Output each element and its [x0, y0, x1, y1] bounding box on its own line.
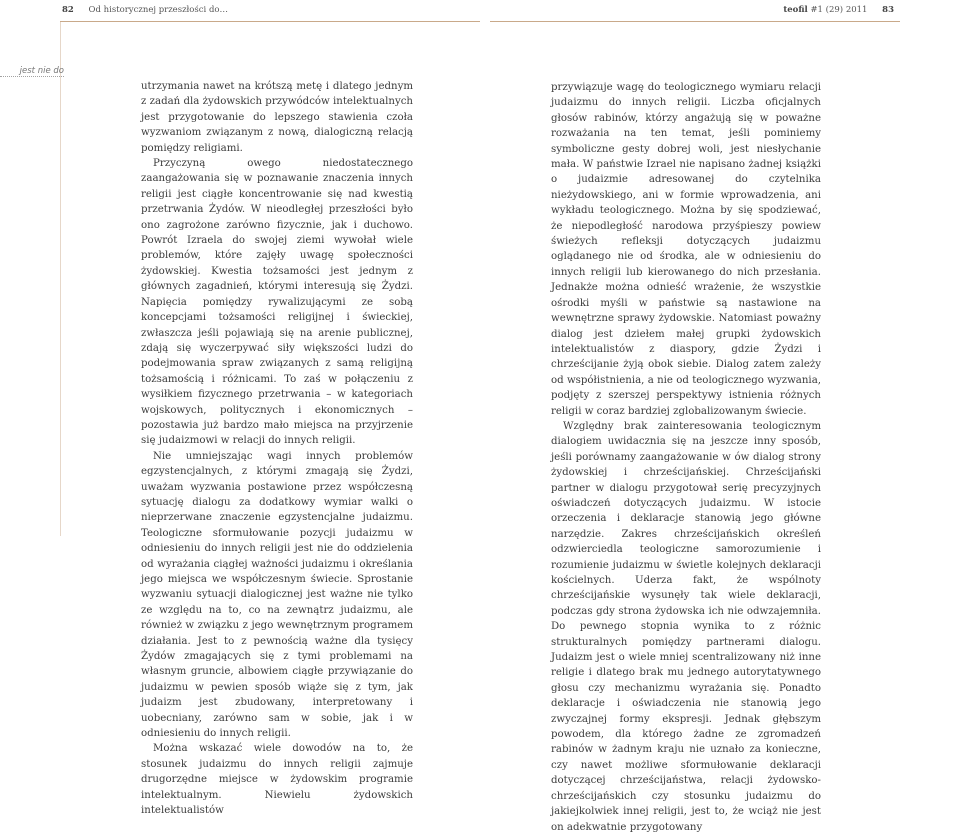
margin-note: jest nie do: [19, 66, 64, 76]
header-left: [62, 5, 228, 15]
margin-note-rule: [0, 76, 64, 77]
paragraph: utrzymania nawet na krótszą metę i dlatego jednym z zadań dla żydowskich przywódców intelektualnych jest przygotowanie do lepszego stawienia czoła wyzwaniom związanym z nową, dialogiczną relacją pomiędzy religiami.: [141, 81, 413, 154]
paragraph: Przyczyną owego niedostatecznego zaangażowania się w poznawanie znaczenia innych religii jest ciągłe koncentrowanie się nad kwestią przetrwania Żydów. W nieodległej przeszłości było ono zagrożone zarówno fizycznie, jak i duchowo. Powrót Izraela do swojej ziemi wywołał wiele problemów, które zajęły uwagę społeczności żydowskiej. Kwestia tożsamości jest jednym z głównych zagadnień, którymi interesują się Żydzi. Napięcia pomiędzy rywalizującymi ze sobą koncepcjami tożsamości religijnej i świeckiej, zwłaszcza jeśli pojawiają się na arenie publicznej, zdają się wyczerpywać siły większości ludzi do podejmowania spraw związanych z samą religijną tożsamością i różnicami. To zaś w połączeniu z wysiłkiem fizycznego przetrwania – w kategoriach wojskowych, politycznych i ekonomicznych – pozostawia już bardzo mało miejsca na przyjrzenie się judaizmowi w relacji do innych religii.: [141, 158, 413, 447]
left-page-number: 82: [62, 5, 74, 15]
right-text-column: [551, 80, 821, 835]
paragraph: Można wskazać wiele dowodów na to, że stosunek judaizmu do innych religii zajmuje drugorzędne miejsce w żydowskim programie intelektualnym. Niewielu żydowskich intelektualistów: [141, 743, 413, 817]
header-rule-right: [490, 21, 900, 22]
right-page-number: 83: [882, 5, 894, 15]
journal-name: teofil: [783, 5, 808, 15]
paragraph: Nie umniejszając wagi innych problemów egzystencjalnych, z którymi zmagają się Żydzi, uważam wyzwania postawione przez współczesną sytuację dialogu za dodatkowy wymiar walki o nieprzerwane znaczenie egzystencjalne judaizmu. Teologiczne sformułowanie pozycji judaizmu w odniesieniu do innych religii jest nie do oddzielenia od wyrażania ciągłej ważności judaizmu i określania jego miejsca we współczesnym świecie. Sprostanie wyzwaniu sytuacji dialogicznej jest ważne nie tylko ze względu na to, co na zewnątrz judaizmu, ale również w związku z jego wewnętrznym programem działania. Jest to z pewnością ważne dla tysięcy Żydów zmagających się z tymi problemami na własnym gruncie, albowiem ciągłe przywiązanie do judaizmu w pewien sposób wiąże się z tym, jak judaizm jest zbudowany, interpretowany i uobecniany, zarówno sam w sobie, jak i w odniesieniu do innych religii.: [141, 450, 413, 740]
running-header: [0, 0, 960, 24]
journal-issue: #1 (29) 2011: [810, 5, 868, 15]
paragraph: Względny brak zainteresowania teologicznym dialogiem uwidacznia się na jeszcze inny sposób, jeśli porównamy zaangażowanie w ów dialog strony żydowskiej i chrześcijańskiej. Chrześcijański partner w dialogu przygotował serię precyzyjnych oświadczeń dotyczących judaizmu. W istocie orzeczenia i deklaracje stanowią jego główne narzędzie. Zakres chrześcijańskich określeń odzwierciedla teologiczne samorozumienie i rozumienie judaizmu w świetle kolejnych deklaracji kościelnych. Uderza fakt, że wspólnoty chrześcijańskie wysunęły tak wiele deklaracji, podczas gdy strona żydowska ich nie odwzajemniła. Do pewnego stopnia wynika to z różnic strukturalnych pomiędzy partnerami dialogu. Judaizm jest o wiele mniej scentralizowany niż inne religie i dlatego brak mu jednego autorytatywnego głosu czy mechanizmu wyrażania się. Ponadto deklaracje i oświadczenia nie stanowią jego zwyczajnej formy ekspresji. Jednak głębszym powodem, dla którego żadne ze zgromadzeń rabinów w żadnym kraju nie uznało za konieczne, czy nawet możliwe sformułowanie deklaracji dotyczącej chrześcijaństwa, relacji żydowsko-chrześcijańskich czy stosunku judaizmu do jakiejkolwiek innej religii, jest to, że wciąż nie jest on adekwatnie przygotowany: [551, 420, 821, 833]
page-edge-line: [60, 22, 61, 536]
header-right: [783, 5, 894, 15]
paragraph: przywiązuje wagę do teologicznego wymiaru relacji judaizmu do innych religii. Liczba oficjalnych głosów rabinów, którzy angażują się w poważne rozważania na ten temat, jeśli pominiemy symboliczne gesty dobrej woli, jest niesłychanie mała. W państwie Izrael nie napisano żadnej książki o judaizmie adresowanej do czytelnika nieżydowskiego, ani w formie wprowadzenia, ani wykładu teologicznego. Można by się spodziewać, że niepodległość narodowa przyśpieszy powiew świeżych refleksji dotyczących judaizmu oglądanego nie od środka, ale w odniesieniu do innych religii lub kierowanego do nich przesłania. Jednakże można odnieść wrażenie, że wszystkie ośrodki myśli w państwie są nastawione na wewnętrzne sprawy żydowskie. Natomiast poważny dialog jest dziełem małej grupki żydowskich intelektualistów z diaspory, gdzie Żydzi i chrześcijanie żyją obok siebie. Dialog zatem zależy od współistnienia, a nie od teologicznego wyzwania, podjęty z szerszej perspektywy istnienia różnych religii w coraz bardziej zglobalizowanym świecie.: [551, 82, 821, 417]
header-rule-left: [60, 21, 480, 22]
running-title: Od historycznej przeszłości do…: [88, 5, 229, 15]
left-text-column: [141, 79, 413, 819]
